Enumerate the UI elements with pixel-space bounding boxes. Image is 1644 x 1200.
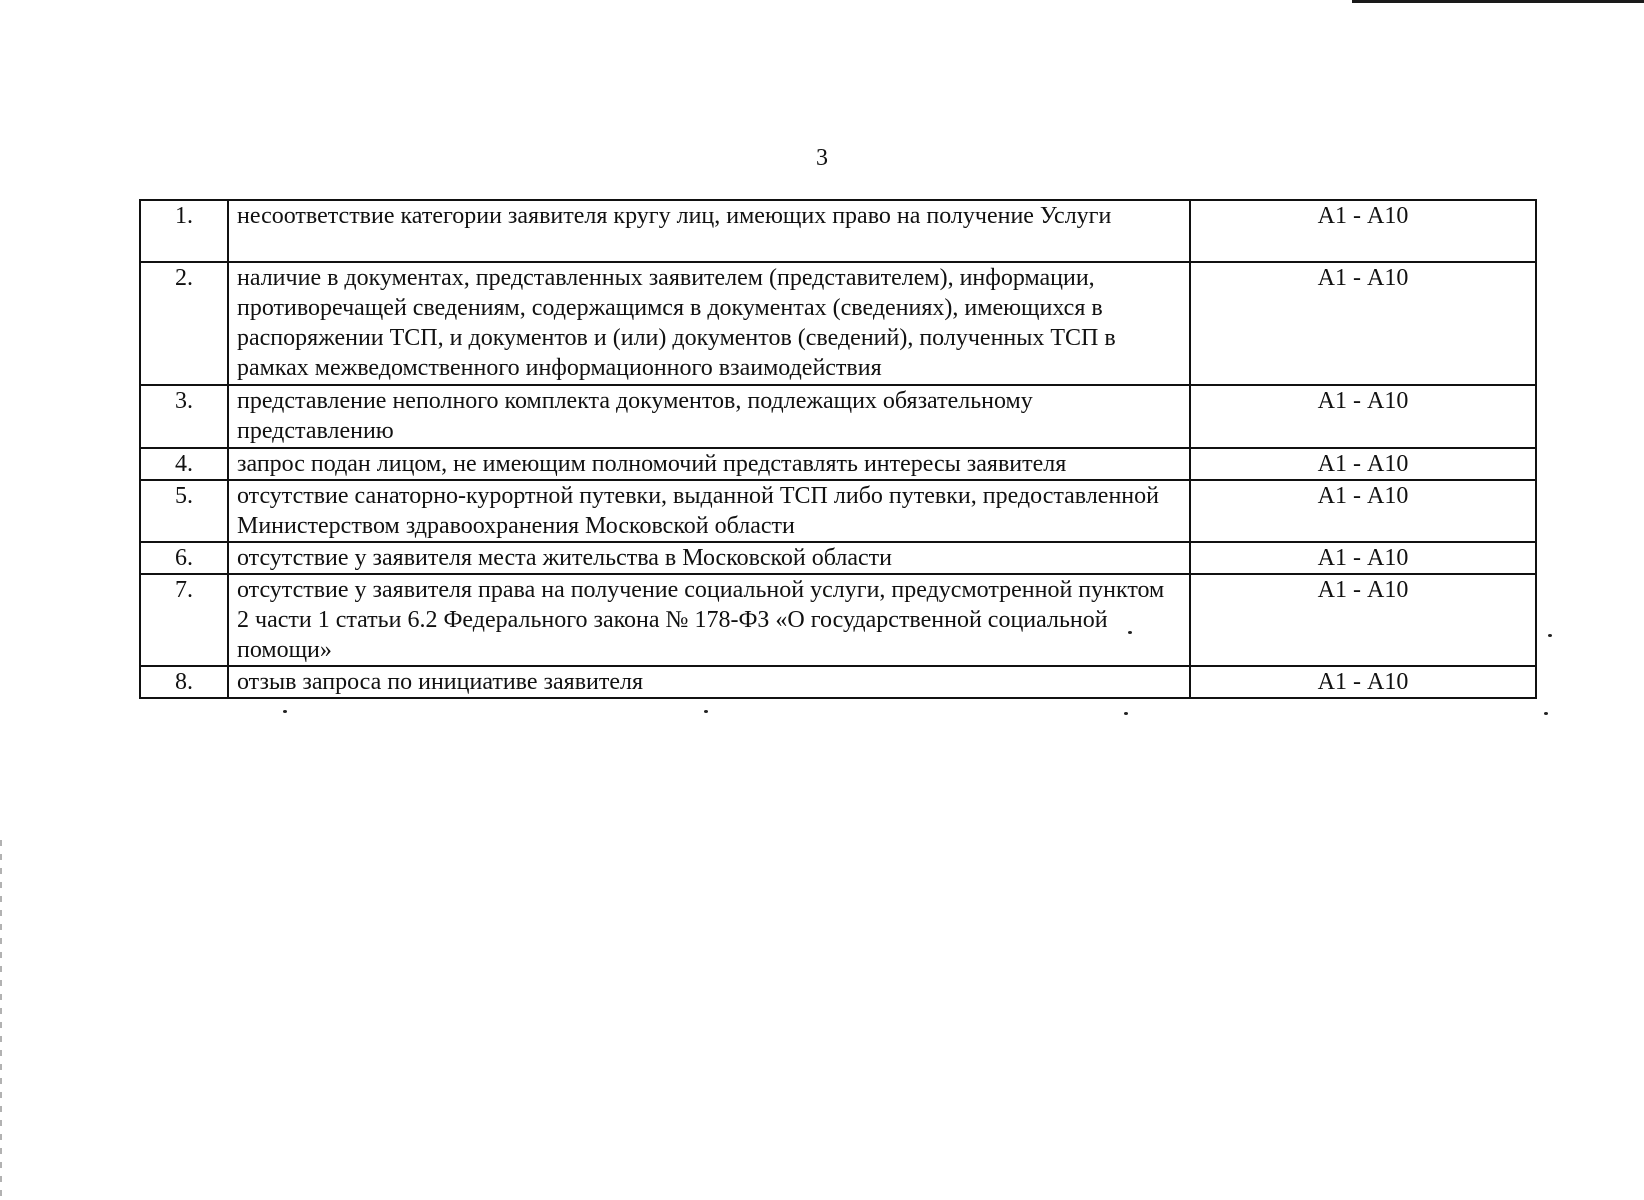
row-number: 7. xyxy=(140,574,228,666)
row-text: отсутствие у заявителя права на получение социальной услуги, предусмотренной пунктом 2 части 1 статьи 6.2 Федерального закона № 178-ФЗ «О государственной социальной помощи» xyxy=(228,574,1190,666)
row-number: 1. xyxy=(140,200,228,262)
row-number: 6. xyxy=(140,542,228,574)
row-text: отзыв запроса по инициативе заявителя xyxy=(228,666,1190,698)
table-row xyxy=(140,200,1536,262)
table-row xyxy=(140,385,1536,448)
refusal-reasons-table xyxy=(139,199,1537,699)
row-code: А1 - А10 xyxy=(1190,542,1536,574)
scan-speck xyxy=(1544,712,1548,715)
table-row xyxy=(140,448,1536,480)
row-number: 3. xyxy=(140,385,228,448)
table-row xyxy=(140,666,1536,698)
row-code: А1 - А10 xyxy=(1190,480,1536,542)
scan-speck xyxy=(1124,712,1128,715)
scan-edge-mark xyxy=(0,840,2,1200)
row-text: отсутствие санаторно-курортной путевки, выданной ТСП либо путевки, предоставленной Министерством здравоохранения Московской области xyxy=(228,480,1190,542)
scan-edge-mark xyxy=(1352,0,1644,3)
row-code: А1 - А10 xyxy=(1190,666,1536,698)
scan-speck xyxy=(1128,631,1132,634)
row-code: А1 - А10 xyxy=(1190,448,1536,480)
row-text: представление неполного комплекта документов, подлежащих обязательному представлению xyxy=(228,385,1190,448)
row-code: А1 - А10 xyxy=(1190,262,1536,385)
row-text: запрос подан лицом, не имеющим полномочий представлять интересы заявителя xyxy=(228,448,1190,480)
row-text: отсутствие у заявителя места жительства в Московской области xyxy=(228,542,1190,574)
table-row xyxy=(140,262,1536,385)
table-row xyxy=(140,574,1536,666)
table-row xyxy=(140,480,1536,542)
row-code: А1 - А10 xyxy=(1190,574,1536,666)
row-code: А1 - А10 xyxy=(1190,385,1536,448)
row-text: наличие в документах, представленных заявителем (представителем), информации, противоречащей сведениям, содержащимся в документах (сведениях), имеющихся в распоряжении ТСП, и документов и (или) документов (сведений), полученных ТСП в рамках межведомственного информационного взаимодействия xyxy=(228,262,1190,385)
row-number: 4. xyxy=(140,448,228,480)
page-number: 3 xyxy=(816,145,828,171)
table-row xyxy=(140,542,1536,574)
row-number: 5. xyxy=(140,480,228,542)
row-text: несоответствие категории заявителя кругу лиц, имеющих право на получение Услуги xyxy=(228,200,1190,262)
row-number: 8. xyxy=(140,666,228,698)
row-code: А1 - А10 xyxy=(1190,200,1536,262)
scan-speck xyxy=(283,710,287,713)
scan-speck xyxy=(1548,634,1552,637)
scan-speck xyxy=(704,710,708,713)
row-number: 2. xyxy=(140,262,228,385)
